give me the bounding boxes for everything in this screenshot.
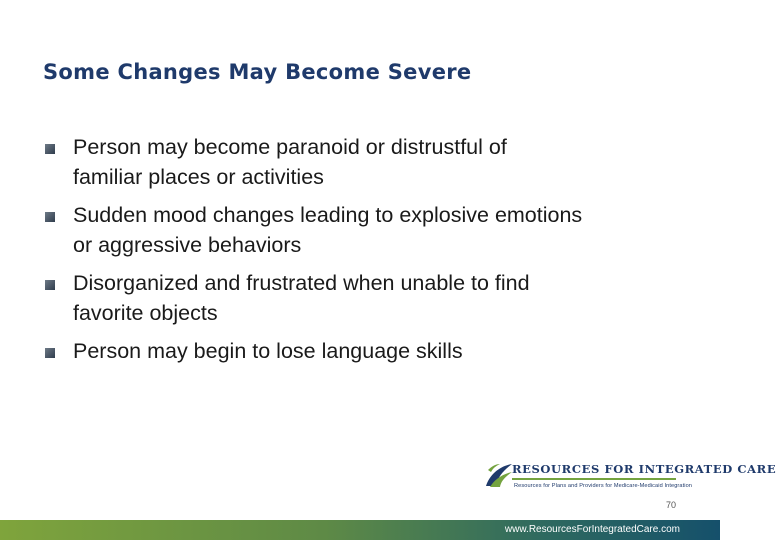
logo-tagline: Resources for Plans and Providers for Medicare-Medicaid Integration [514, 483, 693, 489]
slide-title: Some Changes May Become Severe [43, 60, 472, 84]
logo-divider [512, 478, 676, 480]
bullet-item [43, 201, 693, 260]
bullet-text-line: Person may begin to lose language skills [73, 339, 463, 363]
square-bullet-icon [45, 212, 55, 222]
bullet-list [43, 133, 693, 376]
bullet-item [43, 269, 693, 328]
bullet-text-line: Person may become paranoid or distrustful of [73, 135, 507, 159]
bullet-text-line: Disorganized and frustrated when unable to find [73, 271, 530, 295]
bullet-text-line: favorite objects [73, 300, 218, 325]
bullet-item [43, 337, 693, 367]
square-bullet-icon [45, 144, 55, 154]
logo-title: RESOURCES FOR INTEGRATED CARE [512, 462, 776, 476]
footer-url: www.ResourcesForIntegratedCare.com [504, 524, 680, 535]
footer-bar [0, 520, 720, 540]
square-bullet-icon [45, 348, 55, 358]
page-number: 70 [666, 500, 677, 510]
bullet-text-line: or aggressive behaviors [73, 232, 302, 257]
resources-for-integrated-care-logo [484, 458, 776, 498]
square-bullet-icon [45, 280, 55, 290]
bullet-item [43, 133, 693, 192]
bullet-text-line: familiar places or activities [73, 164, 324, 189]
bullet-text-line: Sudden mood changes leading to explosive emotions [73, 203, 583, 227]
resources-emblem-icon [484, 460, 514, 490]
